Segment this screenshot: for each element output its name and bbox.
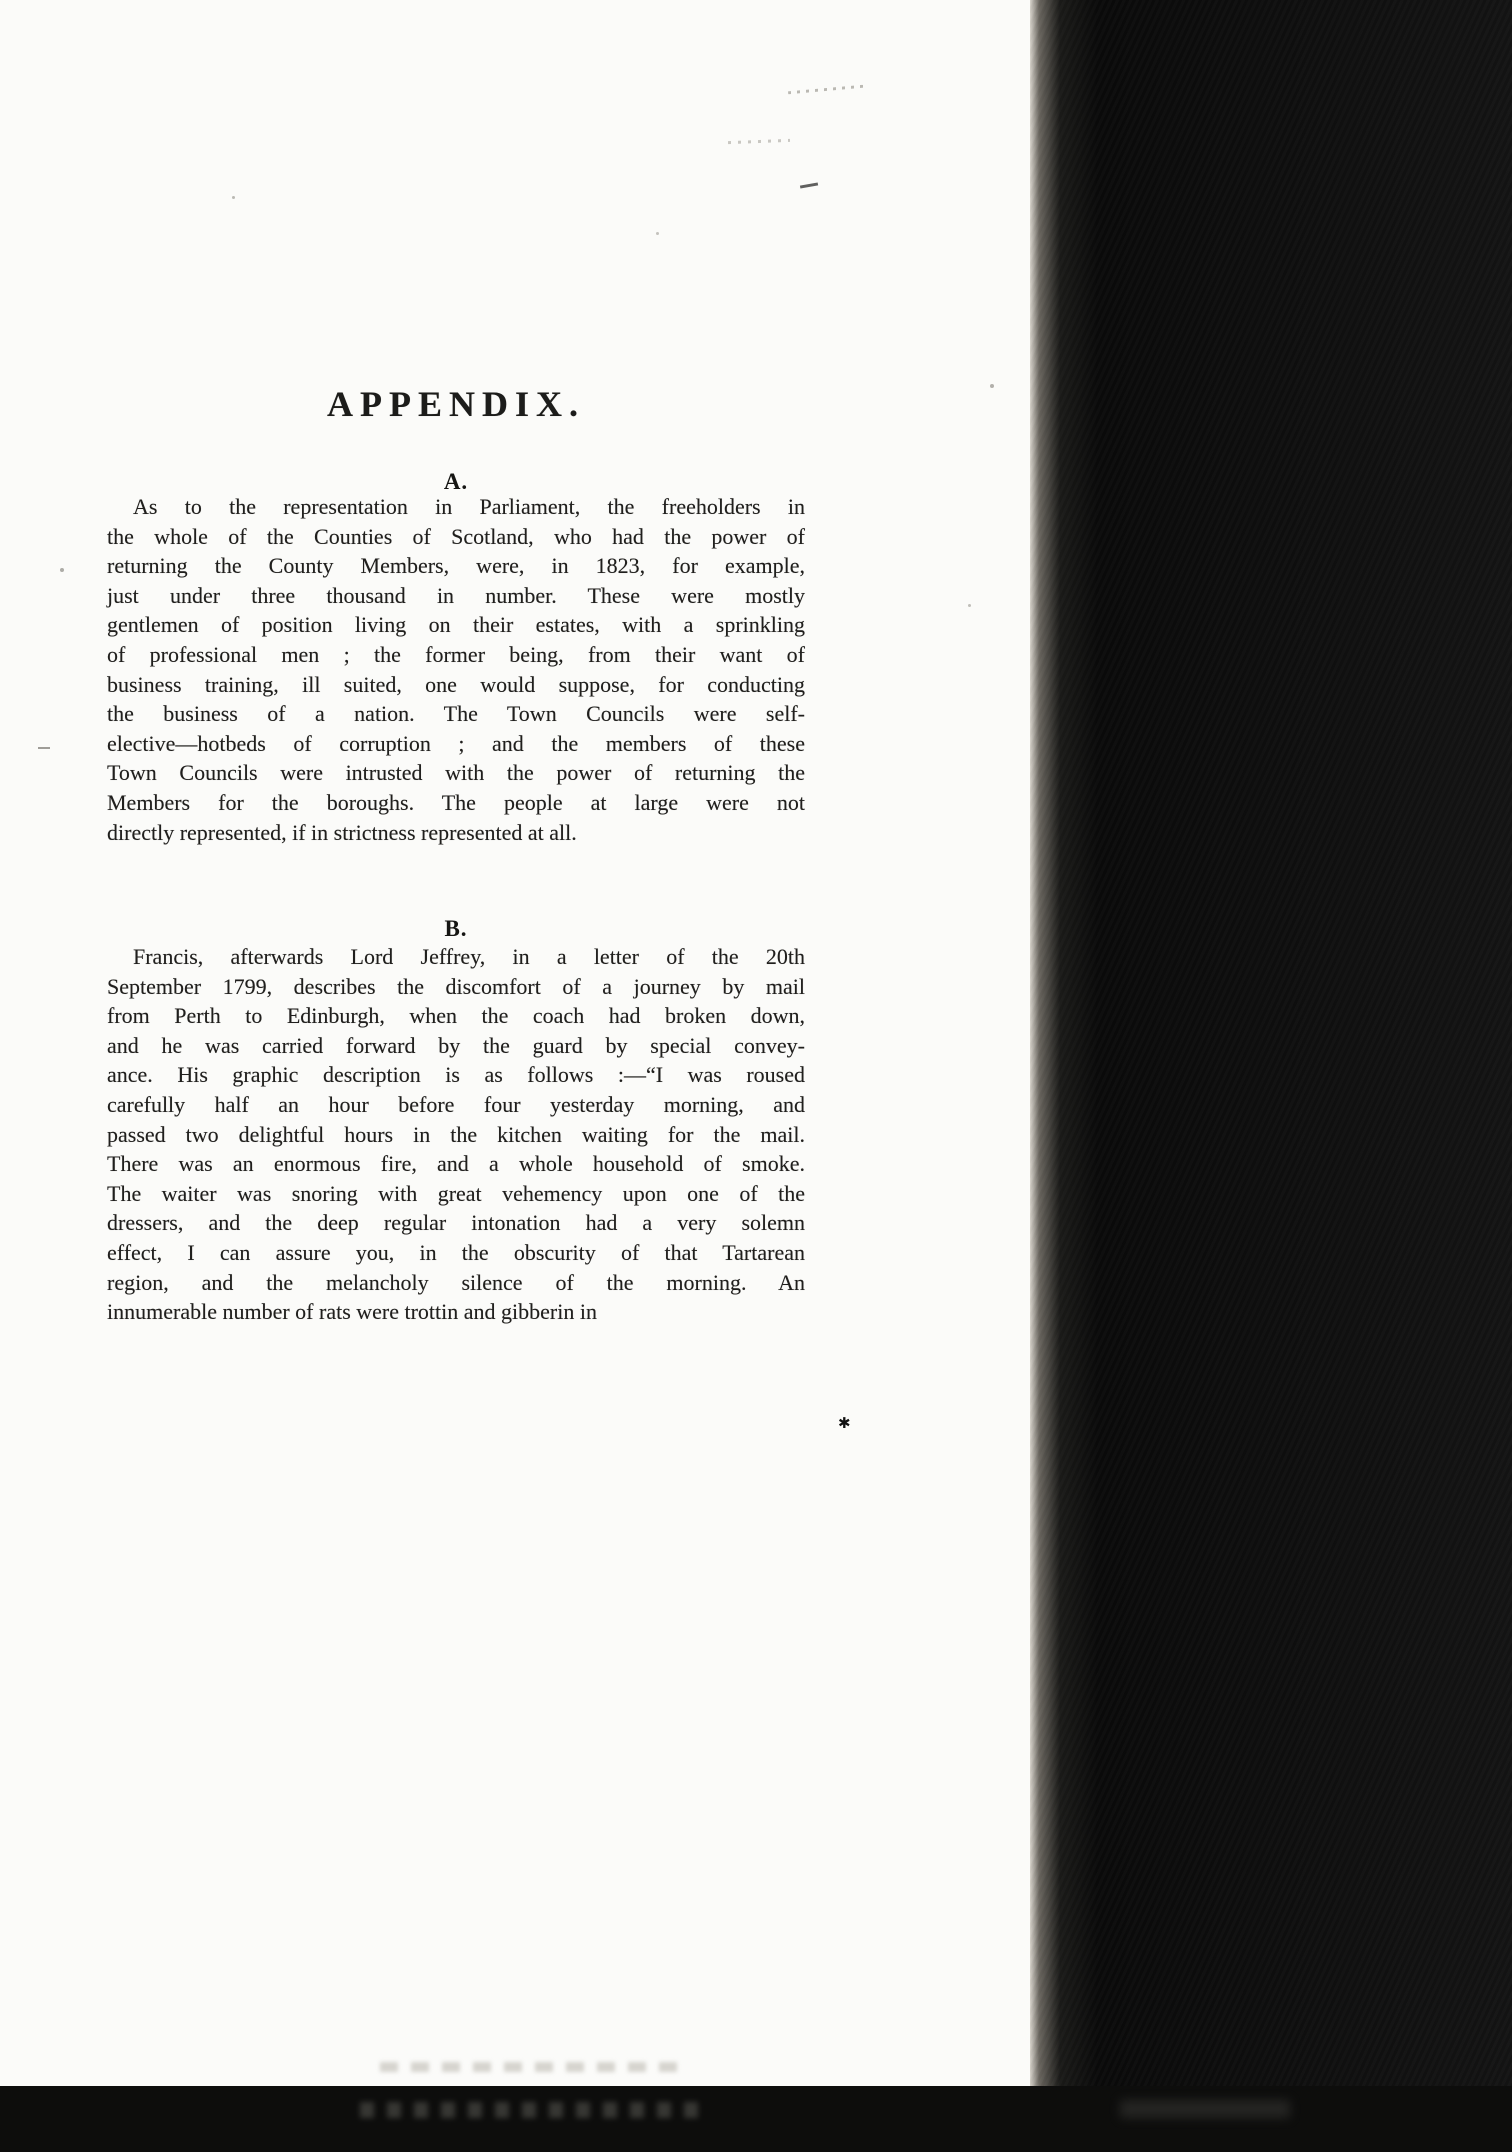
ink-speck-icon: ✱ <box>838 1414 851 1432</box>
scan-smudge <box>380 2062 690 2072</box>
text-line: Town Councils were intrusted with the power of returning the <box>107 760 805 786</box>
text-line: September 1799, describes the discomfort of a journey by mail <box>107 973 805 999</box>
text-line: There was an enormous fire, and a whole household of smoke. <box>107 1151 805 1177</box>
text-line: As to the representation in Parliament, the freeholders in <box>133 494 805 519</box>
text-line: the whole of the Counties of Scotland, who had the power of <box>107 523 805 549</box>
page-title: APPENDIX. <box>327 384 585 425</box>
section-heading-b: B. <box>444 916 468 942</box>
text-line: elective—hotbeds of corruption ; and the members of these <box>107 730 805 756</box>
text-line: carefully half an hour before four yesterday morning, and <box>107 1091 805 1117</box>
text-line: innumerable number of rats were trottin and gibberin in <box>107 1299 597 1325</box>
text-line: Members for the boroughs. The people at large were not <box>107 789 805 815</box>
text-line: passed two delightful hours in the kitchen waiting for the mail. <box>107 1121 805 1147</box>
scan-speck <box>60 568 64 572</box>
scan-speck <box>38 747 50 749</box>
text-line: the business of a nation. The Town Councils were self- <box>107 701 805 727</box>
scan-ghost-text-marks <box>1120 2100 1290 2118</box>
text-line: just under three thousand in number. These were mostly <box>107 582 805 608</box>
text-line: ance. His graphic description is as follows :—“I was roused <box>107 1062 805 1088</box>
text-line: Francis, afterwards Lord Jeffrey, in a letter of the 20th <box>133 944 805 969</box>
scan-binding-shadow <box>1030 0 1512 2152</box>
scan-bottom-edge <box>0 2086 1512 2152</box>
text-line: gentlemen of position living on their estates, with a sprinkling <box>107 612 805 638</box>
scan-speck <box>656 232 659 235</box>
text-line: effect, I can assure you, in the obscurity of that Tartarean <box>107 1239 805 1265</box>
text-line: from Perth to Edinburgh, when the coach had broken down, <box>107 1003 805 1029</box>
paragraph-b <box>107 942 805 1327</box>
scan-speck <box>990 384 994 388</box>
scan-noise-dash <box>800 182 818 188</box>
scan-noise-dots <box>728 139 790 144</box>
scan-speck <box>968 604 971 607</box>
text-line: directly represented, if in strictness represented at all. <box>107 819 577 845</box>
text-line: returning the County Members, were, in 1823, for example, <box>107 553 805 579</box>
text-line: of professional men ; the former being, from their want of <box>107 641 805 667</box>
scan-noise-dots <box>788 85 864 95</box>
text-line: and he was carried forward by the guard by special convey- <box>107 1032 805 1058</box>
scan-speck <box>232 196 235 199</box>
text-line: business training, ill suited, one would suppose, for conducting <box>107 671 805 697</box>
paragraph-a <box>107 492 805 847</box>
text-line: The waiter was snoring with great vehemency upon one of the <box>107 1180 805 1206</box>
scan-ghost-text-marks <box>360 2102 710 2118</box>
section-heading-a: A. <box>443 469 469 495</box>
text-line: region, and the melancholy silence of the morning. An <box>107 1269 805 1295</box>
text-line: dressers, and the deep regular intonation had a very solemn <box>107 1210 805 1236</box>
